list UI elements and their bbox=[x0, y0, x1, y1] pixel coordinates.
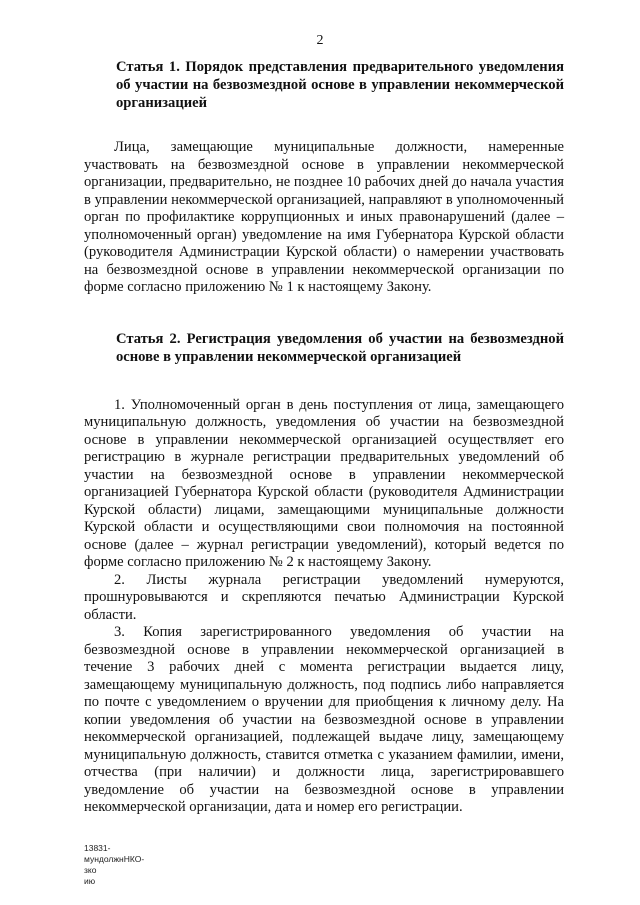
document-body bbox=[84, 58, 564, 817]
page-number: 2 bbox=[316, 33, 324, 48]
article-2-paragraph-2: 2. Листы журнала регистрации уведомлений нумеруются, прошнуровываются и скрепляются печатью Администрации Курской области. bbox=[84, 571, 564, 623]
footer-line-2: ию bbox=[84, 876, 96, 886]
document-footer-code bbox=[84, 843, 154, 887]
article-1-text: Лица, замещающие муниципальные должности, намеренные участвовать на безвозмездной основе в управлении некоммерческой организации, предварительно, не позднее 10 рабочих дней до начала участия в управлении некоммерческой организацией, направляют в уполномоченный орган по профилактике коррупционных и иных правонарушений (далее – уполномоченный орган) уведомление на имя Губернатора Курской области (руководителя Администрации Курской области) о намерении участвовать на безвозмездной основе в управлении некоммерческой организации по форме согласно приложению № 1 к настоящему Закону. bbox=[84, 139, 564, 295]
article-2-title: Статья 2. Регистрация уведомления об участии на безвозмездной основе в управлении некоммерческой организацией bbox=[116, 330, 564, 365]
footer-line-1: 13831-мундолжнНКО-зко bbox=[84, 843, 145, 875]
article-1-title: Статья 1. Порядок представления предварительного уведомления об участии на безвозмездной основе в управлении некоммерческой организацией bbox=[116, 59, 564, 111]
article-2-paragraph-3: 3. Копия зарегистрированного уведомления об участии на безвозмездной основе в управлении некоммерческой организацией в течение 3 рабочих дней с момента регистрации выдается лицу, замещающему муниципальную должность, под подпись либо направляется по почте с уведомлением о вручении для приобщения к личному делу. На копии уведомления об участии на безвозмездной основе в управлении некоммерческой организацией, подлежащей выдаче лицу, замещающему муниципальную должность, ставится отметка с указанием фамилии, имени, отчества (при наличии) и должности лица, зарегистрировавшего уведомление об участии на безвозмездной основе в управлении некоммерческой организации, дата и номер его регистрации. bbox=[84, 624, 564, 815]
article-2-paragraph-1: 1. Уполномоченный орган в день поступления от лица, замещающего муниципальную должность, уведомления об участии на безвозмездной основе в управлении некоммерческой организацией осуществляет его регистрацию в журнале регистрации предварительных уведомлений об участии на безвозмездной основе в управлении некоммерческой организацией Губернатора Курской области (руководителя Администрации Курской области) лицами, замещающими муниципальные должности Курской области и осуществляющими свои полномочия на постоянной основе (далее – журнал регистрации уведомлений), который ведется по форме согласно приложению № 2 к настоящему Закону. bbox=[84, 396, 564, 570]
